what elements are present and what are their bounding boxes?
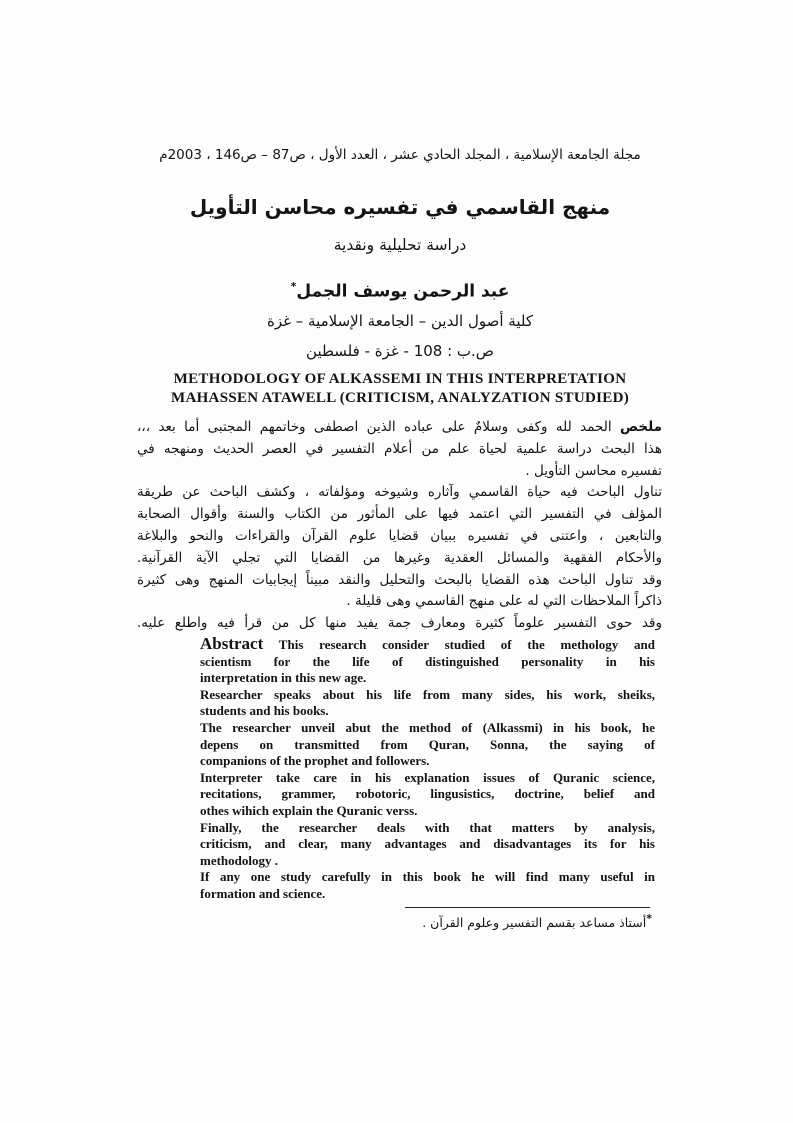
abstract-line: othes wihich explain the Quranic verss. <box>200 802 418 818</box>
footnote-text: أستاذ مساعد بقسم التفسير وعلوم القرآن . <box>422 915 647 931</box>
abstract-line: criticism, and clear, many advantages and disadvantages its for his <box>200 836 655 852</box>
paper-subtitle-arabic: دراسة تحليلية ونقدية <box>333 236 467 254</box>
english-abstract-label: Abstract <box>200 634 264 653</box>
abstract-line: Finally, the researcher deals with that matters by analysis, <box>200 819 655 835</box>
abstract-line: depens on transmitted from Quran, Sonna, the saying of <box>200 736 655 752</box>
abstract-line: students and his books. <box>200 703 329 719</box>
abstract-line: والتابعين ، واعتنى في تفسيره ببيان قضايا علوم القرآن والقراءات والنحو والبلاغة <box>137 527 662 544</box>
journal-header: مجلة الجامعة الإسلامية ، المجلد الحادي عشر ، العدد الأول ، ص87 – ص146 ، 2003م <box>159 147 641 163</box>
abstract-line: Interpreter take care in his explanation issues of Quranic science, <box>200 769 655 785</box>
arabic-abstract-label: ملخص <box>619 419 662 435</box>
arabic-abstract <box>137 417 662 635</box>
abstract-line-text: This research consider studied of the methology and <box>263 637 655 652</box>
abstract-line: تناول الباحث فيه حياة القاسمي وآثاره وشيوخه ومؤلفاته ، وكشف الباحث عن طريقة <box>137 484 662 501</box>
abstract-line: recitations, grammer, robotoric, lingusistics, doctrine, belief and <box>200 786 655 802</box>
abstract-line: methodology . <box>200 852 278 868</box>
footnote <box>380 912 652 930</box>
author-line <box>130 280 670 302</box>
abstract-line-text: الحمد لله وكفى وسلامٌ على عباده الذين اصطفى وخاتمهم المجتبى أما بعد ،،، <box>137 419 620 435</box>
abstract-line: companions of the prophet and followers. <box>200 753 430 769</box>
abstract-line: scientism for the life of distinguished personality in his <box>200 653 655 669</box>
abstract-line: هذا البحث دراسة علمية لحياة علم من أعلام التفسير في العصر الحديث ومنهجه في <box>137 440 662 457</box>
paper-title-arabic: منهج القاسمي في تفسيره محاسن التأويل <box>189 195 611 219</box>
footnote-separator <box>405 907 650 908</box>
abstract-line: المؤلف في التفسير التي اعتمد فيها على المأثور من الكتاب والسنة وأقوال الصحابة <box>137 506 662 523</box>
author-footnote-marker: * <box>290 280 297 293</box>
abstract-line: Researcher speaks about his life from many sides, his work, sheiks, <box>200 686 655 702</box>
english-abstract <box>200 636 655 903</box>
paper-title-english-line1: METHODOLOGY OF ALKASSEMI IN THIS INTERPRETATION <box>173 371 627 387</box>
abstract-line: interpretation in this new age. <box>200 670 367 686</box>
abstract-line <box>200 636 655 654</box>
abstract-line: وقد تناول الباحث هذه القضايا بالبحث والتحليل والنقد مبيناً إيجابيات المنهج وهى كثيرة <box>137 571 662 588</box>
author-address: ص.ب : 108 - غزة - فلسطين <box>306 342 494 360</box>
footnote-marker: * <box>646 912 652 925</box>
abstract-line: وقد حوى التفسير علوماً كثيرة ومعارف جمة يفيد منها كل من قرأ فيه واطلع عليه. <box>137 615 662 632</box>
abstract-line: The researcher unveil abut the method of (Alkassmi) in his book, he <box>200 719 655 735</box>
abstract-line: formation and science. <box>200 885 326 901</box>
author-affiliation: كلية أصول الدين – الجامعة الإسلامية – غزة <box>267 312 533 330</box>
abstract-line <box>137 417 662 439</box>
paper-title-english-line2: MAHASSEN ATAWELL (CRITICISM, ANALYZATION STUDIED) <box>171 390 629 406</box>
abstract-line: If any one study carefully in this book he will find many useful in <box>200 869 655 885</box>
abstract-line: ذاكراً الملاحظات التي له على منهج القاسمي وهى قليلة . <box>346 593 662 610</box>
abstract-line: والأحكام الفقهية والمسائل العقدية وغيرها من القضايا التي تجلي الآية القرآنية. <box>137 549 662 566</box>
abstract-line: تفسيره محاسن التأويل . <box>525 462 662 479</box>
author-name: عبد الرحمن يوسف الجمل <box>296 281 510 302</box>
